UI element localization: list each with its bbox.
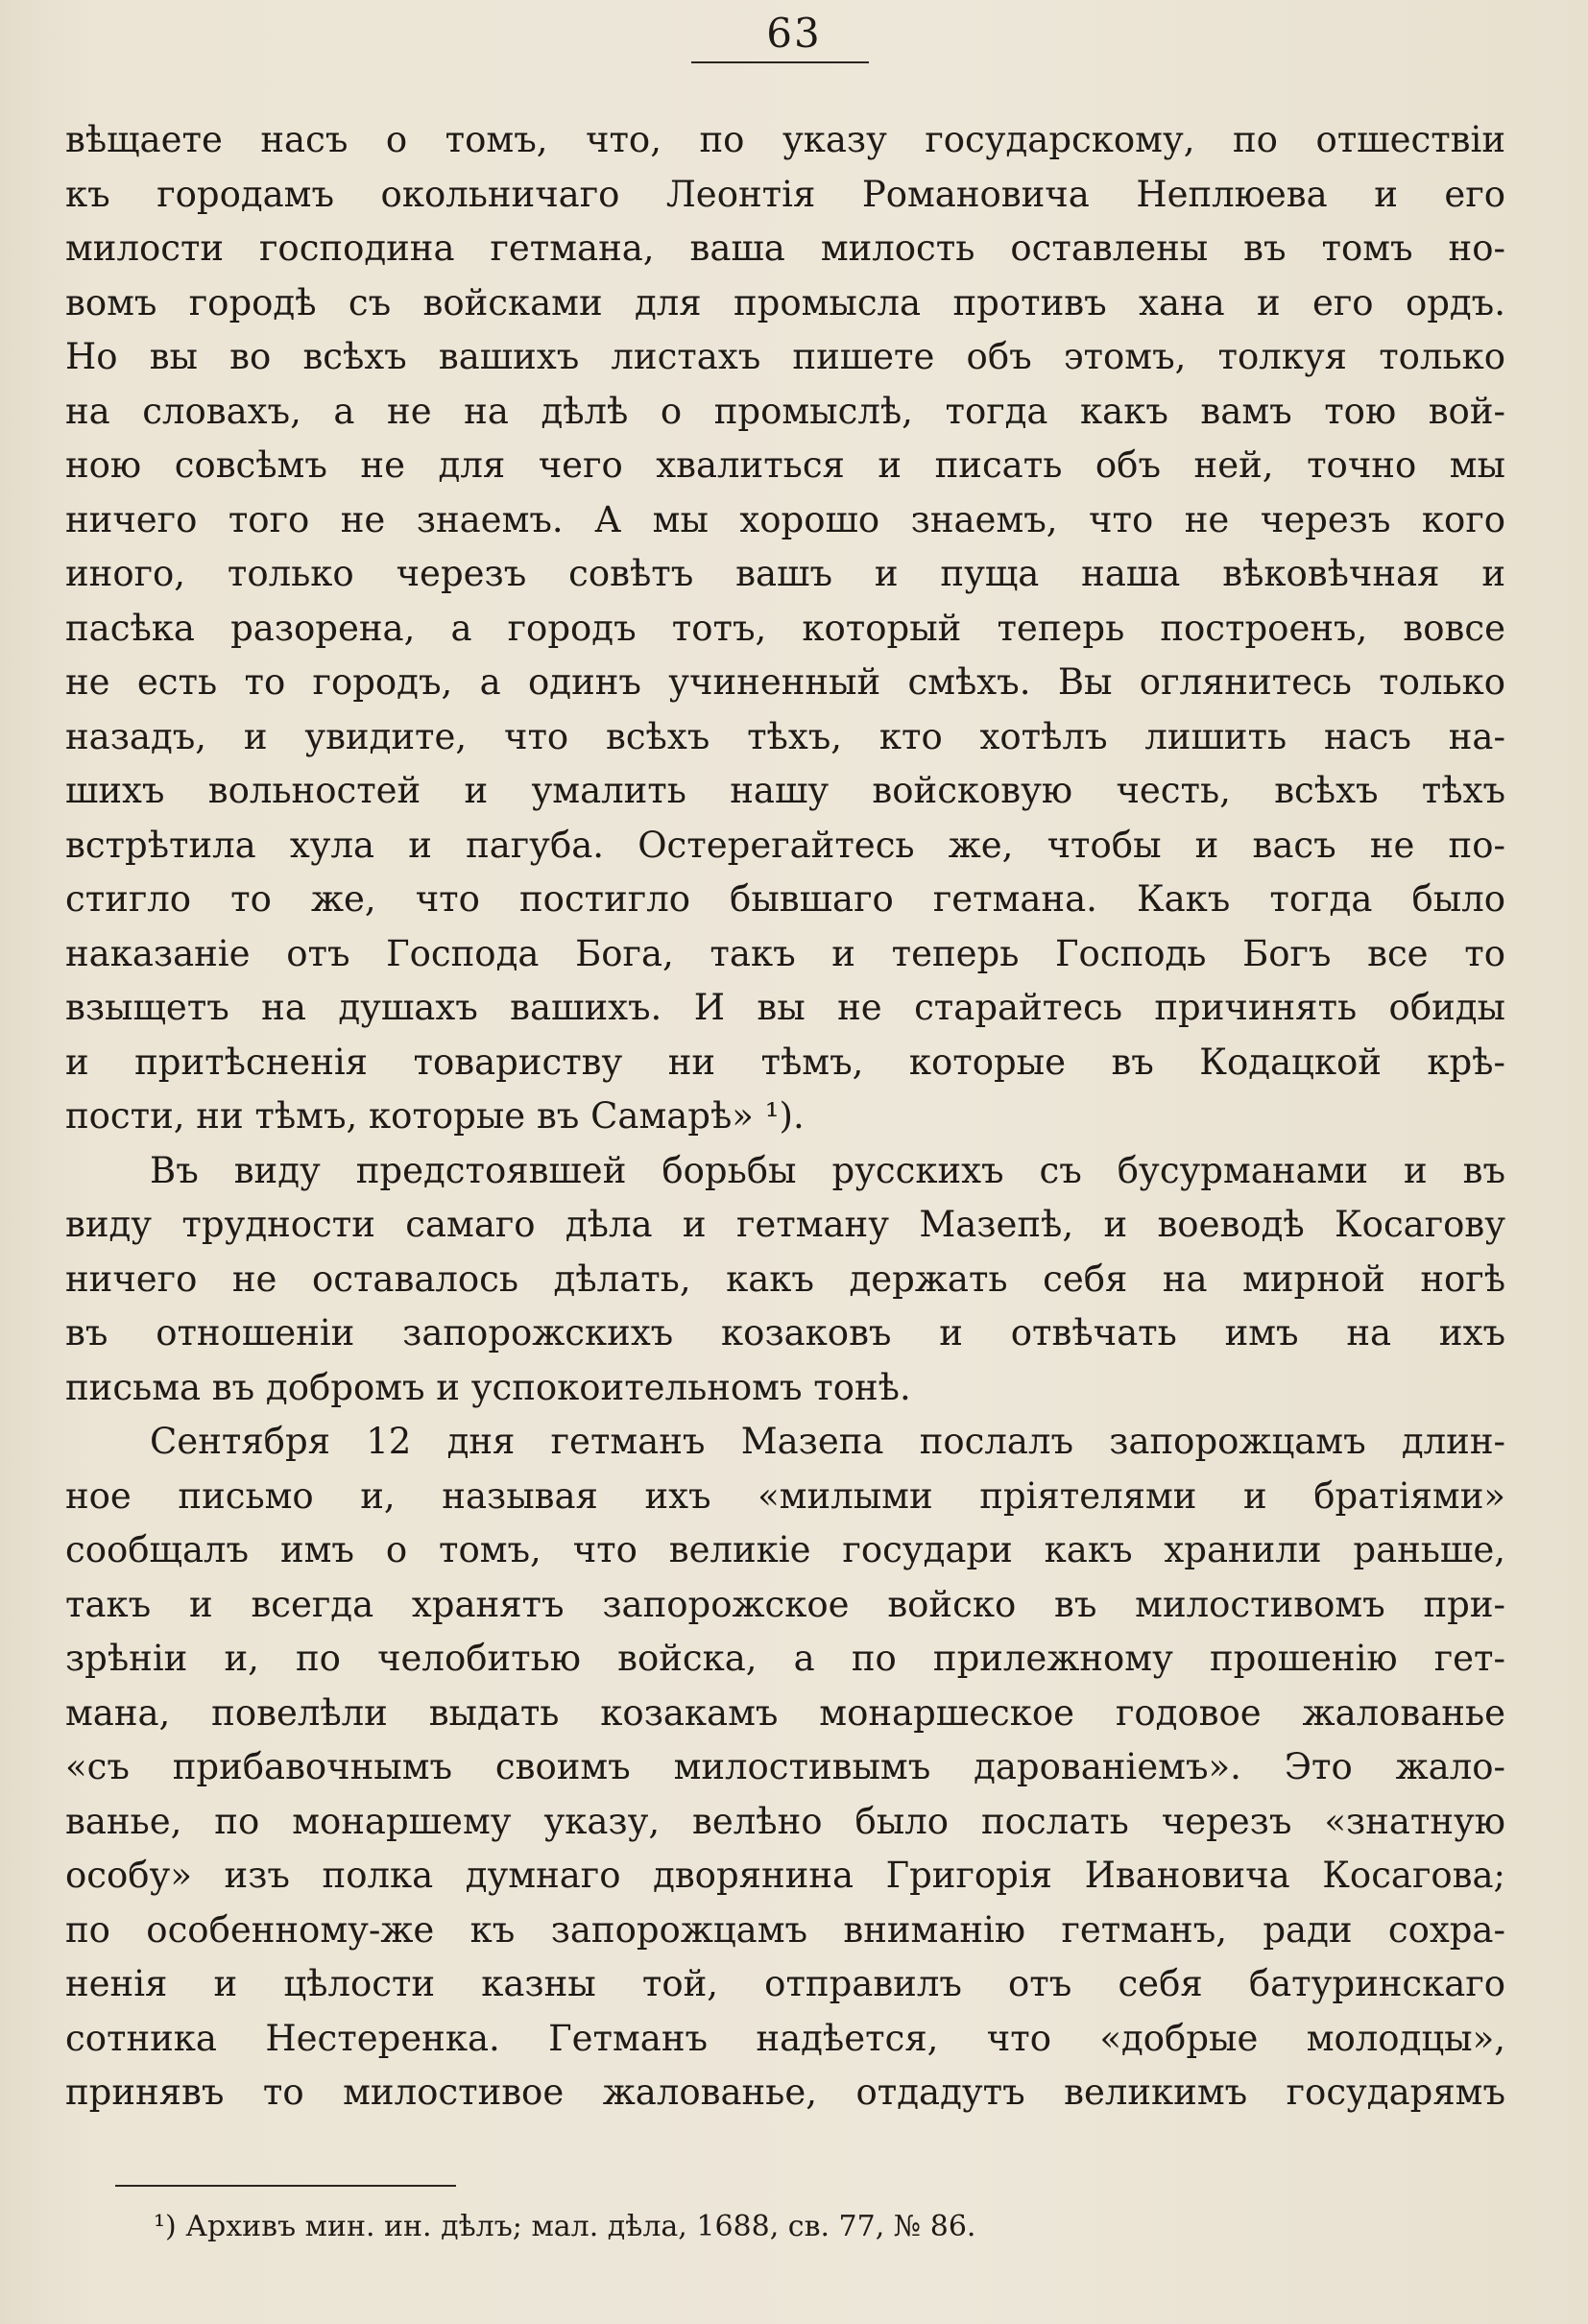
text-line: ничего не оставалось дѣлать, какъ держать себя на мирной ногѣ [65, 1258, 1505, 1300]
text-line: по особенному-же къ запорожцамъ вниманію гетманъ, ради сохра- [65, 1908, 1505, 1951]
text-line: стигло то же, что постигло бывшаго гетмана. Какъ тогда было [65, 878, 1505, 920]
text-line: виду трудности самаго дѣла и гетману Мазепѣ, и воеводѣ Косагову [65, 1204, 1505, 1245]
footnote-rule [115, 2185, 456, 2187]
text-line: мана, повелѣли выдать козакамъ монаршеское годовое жалованье [65, 1691, 1505, 1734]
text-line: такъ и всегда хранятъ запорожское войско въ милостивомъ при- [65, 1583, 1505, 1625]
text-line: взыщетъ на душахъ вашихъ. И вы не старайтесь причинять обиды [65, 987, 1505, 1028]
footnote-text: Архивъ мин. ин. дѣлъ; мал. дѣла, 1688, св. 77, № 86. [185, 2210, 976, 2243]
page-number: 63 [766, 10, 822, 57]
text-line: на словахъ, а не на дѣлѣ о промыслѣ, тогда какъ вамъ тою вой- [65, 390, 1505, 432]
header-rule [691, 61, 869, 63]
text-line: встрѣтила хула и пагуба. Остерегайтесь же, чтобы и васъ не по- [65, 824, 1505, 866]
text-line: пасѣка разорена, а городъ тотъ, который теперь построенъ, вовсе [65, 607, 1505, 649]
text-line: «съ прибавочнымъ своимъ милостивымъ дарованіемъ». Это жало- [65, 1746, 1505, 1787]
text-line: ванье, по монаршему указу, велѣно было послать черезъ «знатную [65, 1800, 1505, 1842]
footnote-marker: ¹) [154, 2210, 177, 2243]
text-line: иного, только черезъ совѣтъ вашъ и пуща наша вѣковѣчная и [65, 553, 1505, 594]
text-line: письма въ добромъ и успокоительномъ тонѣ. [65, 1366, 911, 1408]
text-line: не есть то городъ, а одинъ учиненный смѣхъ. Вы оглянитесь только [65, 661, 1505, 703]
text-line: особу» изъ полка думнаго дворянина Григорія Ивановича Косагова; [65, 1855, 1505, 1896]
text-line: пости, ни тѣмъ, которые въ Самарѣ» ¹). [65, 1095, 805, 1137]
text-line: сотника Нестеренка. Гетманъ надѣется, что «добрые молодцы», [65, 2017, 1505, 2059]
text-line: ненія и цѣлости казны той, отправилъ отъ себя батуринскаго [65, 1963, 1505, 2004]
text-line: въ отношеніи запорожскихъ козаковъ и отвѣчать имъ на ихъ [65, 1312, 1505, 1354]
text-line: зрѣніи и, по челобитью войска, а по прилежному прошенію гет- [65, 1638, 1505, 1679]
text-line: назадъ, и увидите, что всѣхъ тѣхъ, кто хотѣлъ лишить насъ на- [65, 715, 1505, 757]
text-line: милости господина гетмана, ваша милость оставлены въ томъ но- [65, 228, 1505, 269]
text-line: Но вы во всѣхъ вашихъ листахъ пишете объ этомъ, толкуя только [65, 336, 1505, 377]
text-line: сообщалъ имъ о томъ, что великіе государи какъ хранили раньше, [65, 1529, 1505, 1570]
text-line: наказаніе отъ Господа Бога, такъ и теперь Господь Богъ все то [65, 932, 1505, 974]
text-line: ничего того не знаемъ. А мы хорошо знаемъ, что не черезъ кого [65, 498, 1505, 540]
text-line: принявъ то милостивое жалованье, отдадутъ великимъ государямъ [65, 2072, 1505, 2113]
text-line: Сентября 12 дня гетманъ Мазепа послалъ запорожцамъ длин- [150, 1421, 1505, 1462]
text-line: къ городамъ окольничаго Леонтія Романовича Неплюева и его [65, 173, 1505, 215]
text-line: ною совсѣмъ не для чего хвалиться и писать объ ней, точно мы [65, 444, 1505, 486]
text-line: вомъ городѣ съ войсками для промысла противъ хана и его ордъ. [65, 281, 1505, 323]
footnote [154, 2210, 975, 2243]
text-line: и притѣсненія товариству ни тѣмъ, которые въ Кодацкой крѣ- [65, 1041, 1505, 1083]
text-line: Въ виду предстоявшей борьбы русскихъ съ бусурманами и въ [150, 1149, 1505, 1191]
text-line: вѣщаете насъ о томъ, что, по указу государскому, по отшествіи [65, 119, 1505, 160]
body-text [65, 113, 1505, 2120]
text-line: ное письмо и, называя ихъ «милыми пріятелями и братіями» [65, 1474, 1505, 1517]
text-line: шихъ вольностей и умалить нашу войсковую честь, всѣхъ тѣхъ [65, 770, 1505, 811]
